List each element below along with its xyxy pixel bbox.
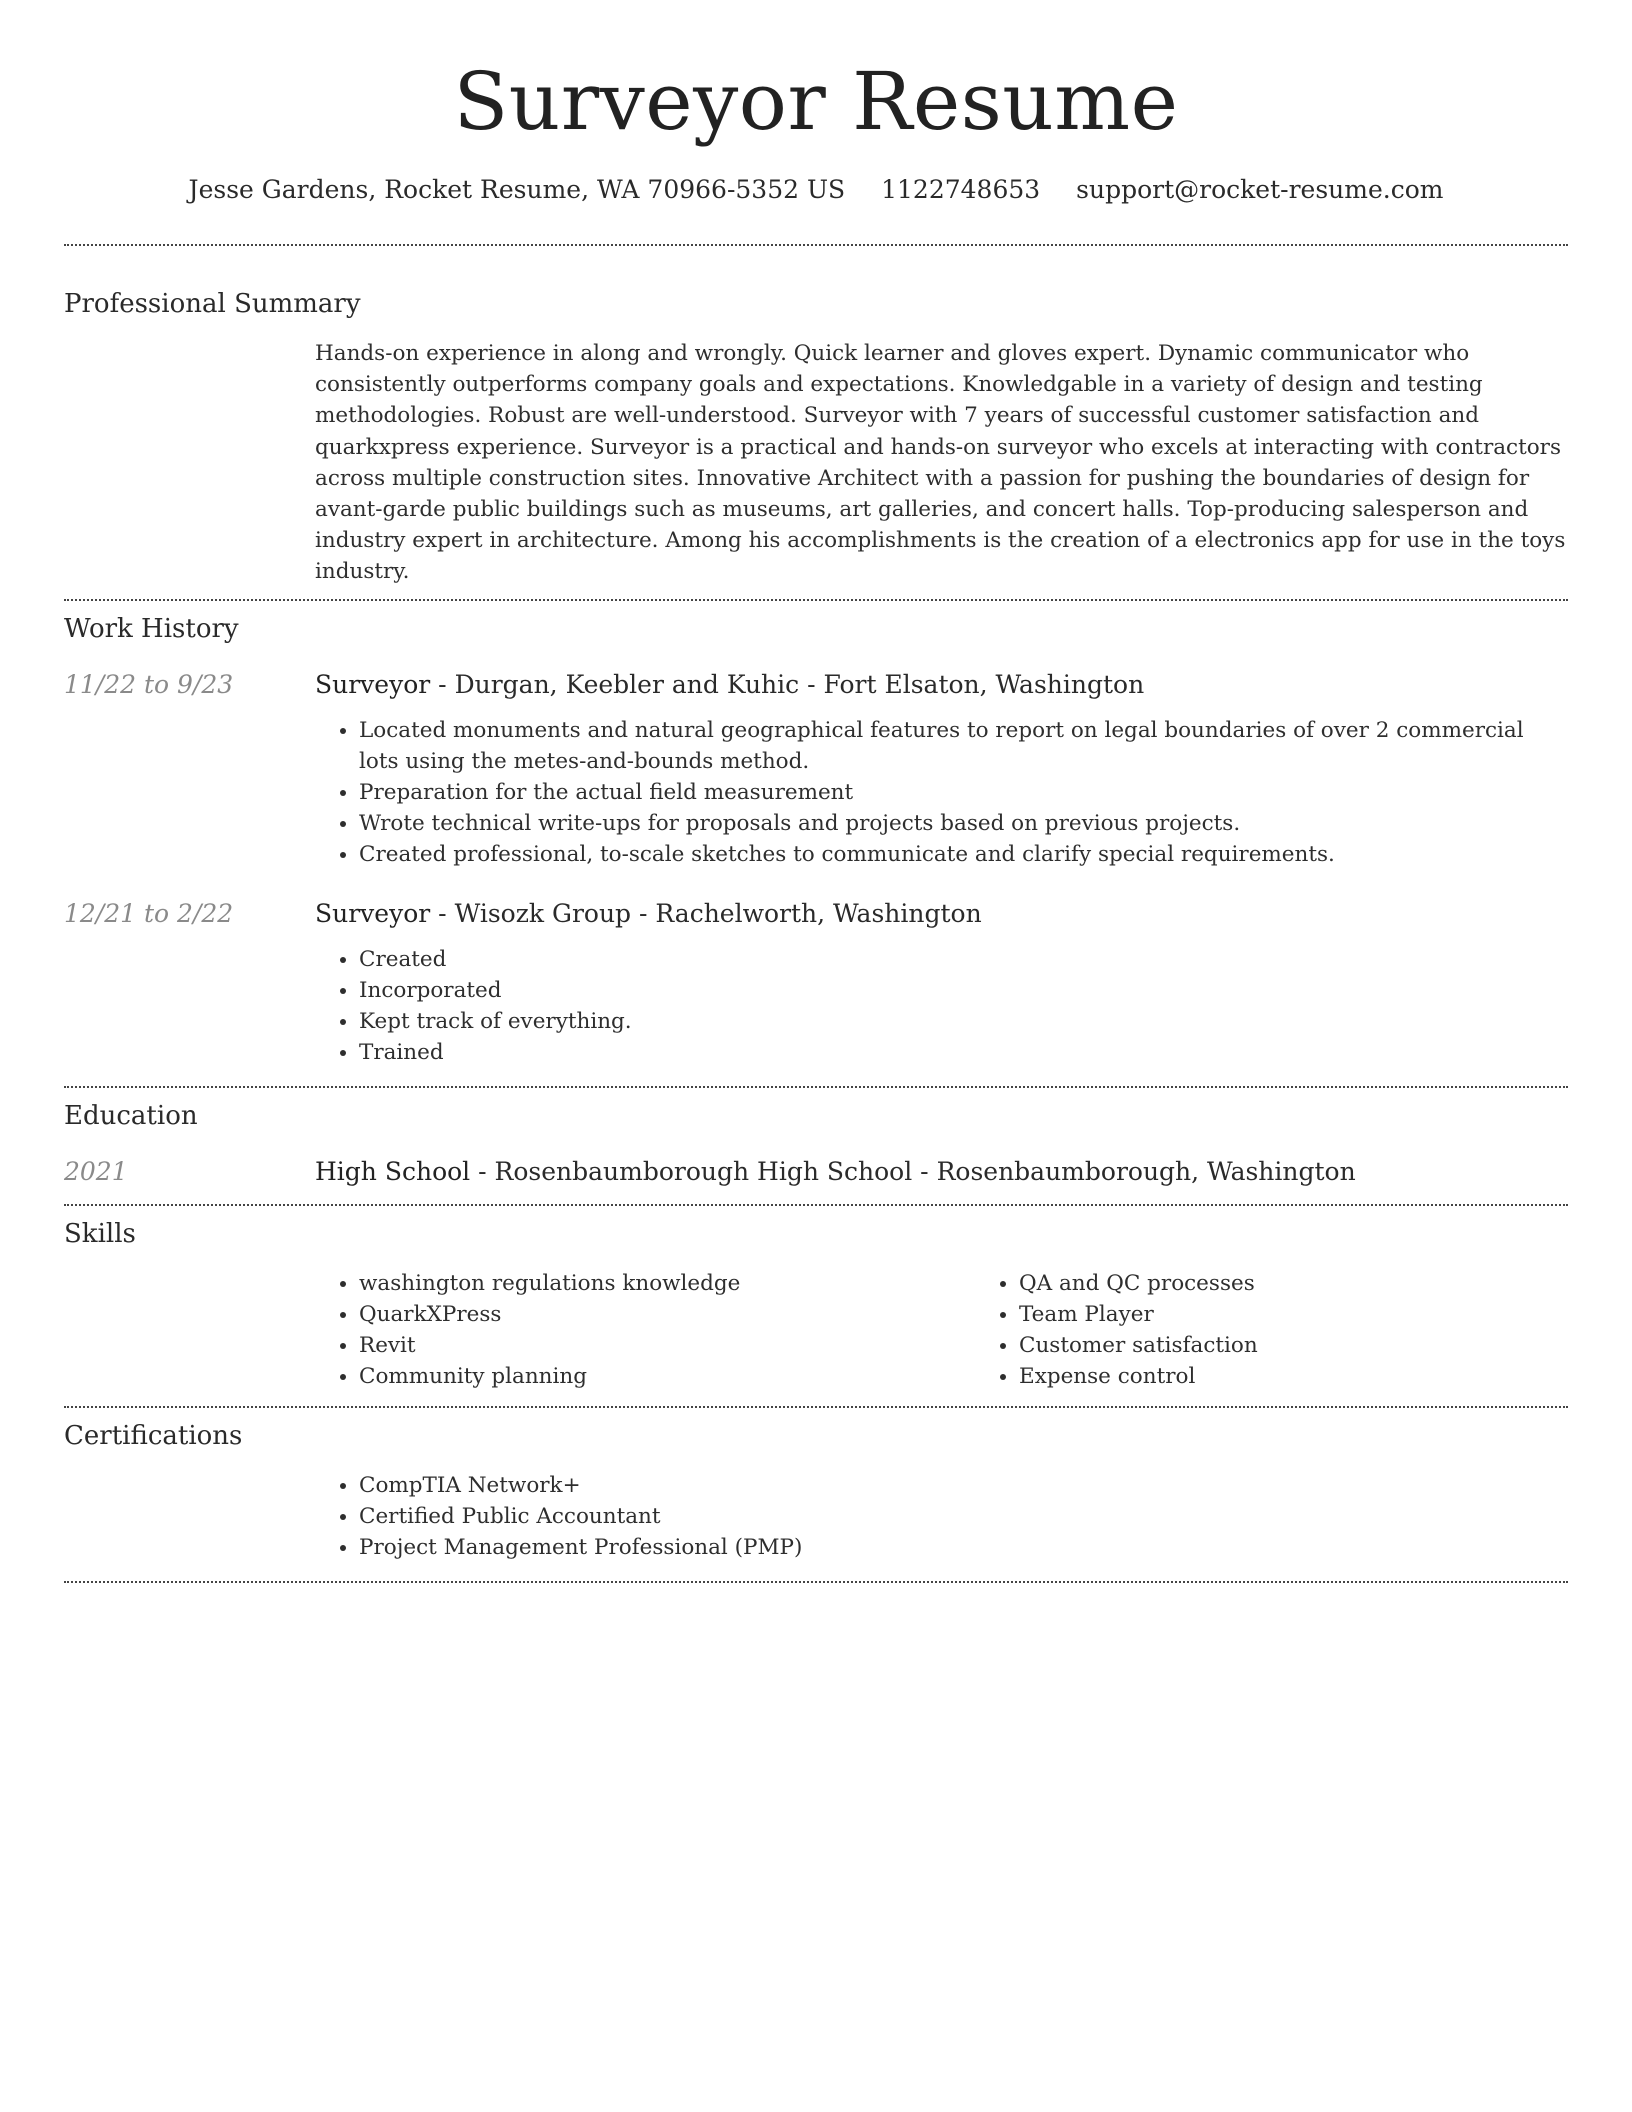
work-history-section [64,601,1568,1068]
summary-text: Hands-on experience in along and wrongly. Quick learner and gloves expert. Dynamic communicator who consistently outperforms company goals and expectations. Knowledgable in a variety of design and testing methodologies. Robust are well-understood. Surveyor with 7 years of successful customer satisfaction and quarkxpress experience. Surveyor is a practical and hands-on surveyor who excels at interacting with contractors across multiple construction sites. Innovative Architect with a passion for pushing the boundaries of design for avant-garde public buildings such as museums, art galleries, and concert halls. Top-producing salesperson and industry expert in architecture. Among his accomplishments is the creation of a electronics app for use in the toys industry. [315,341,1566,585]
list-item: • washington regulations knowledge [359,1268,975,1299]
contact-phone: 1122748653 [881,175,1041,204]
list-item: • Located monuments and natural geographical features to report on legal boundaries of over 2 commercial lots using the metes-and-bounds method. [359,715,1568,777]
list-item: • Expense control [1019,1361,1632,1392]
skills-heading: Skills [64,1218,136,1249]
education-entry [64,1154,1568,1190]
education-details: - Rosenbaumborough High School - Rosenbaumborough, Washington [470,1156,1356,1186]
job-details: - Wisozk Group - Rachelworth, Washington [430,898,982,928]
page-title: Surveyor Resume [453,55,1179,148]
job-role: Surveyor [315,669,431,699]
job-bullets [315,715,1568,870]
list-item: • QuarkXPress [359,1299,975,1330]
list-item: • Preparation for the actual field measurement [359,777,1568,808]
contact-address: Jesse Gardens, Rocket Resume, WA 70966-5352 US [188,175,846,204]
certifications-list [315,1470,1568,1563]
job-dates: 11/22 to 9/23 [64,669,234,699]
summary-heading: Professional Summary [64,289,361,319]
work-history-heading: Work History [64,613,239,644]
education-title [315,1154,1568,1190]
list-item: • Incorporated [359,975,1568,1006]
job-entry [64,896,1568,1068]
list-item: • Kept track of everything. [359,1006,1568,1037]
divider [64,1581,1568,1583]
contact-line [64,172,1568,208]
job-role: Surveyor [315,898,431,928]
list-item: • Revit [359,1330,975,1361]
skills-list-right [975,1268,1632,1392]
job-details: - Durgan, Keebler and Kuhic - Fort Elsaton, Washington [430,669,1145,699]
job-dates: 12/21 to 2/22 [64,898,234,928]
summary-section [64,246,1568,588]
skills-section [64,1206,1568,1392]
list-item: • Community planning [359,1361,975,1392]
list-item: • Team Player [1019,1299,1632,1330]
contact-email: support@rocket-resume.com [1076,175,1444,204]
job-bullets [315,944,1568,1068]
list-item: • Trained [359,1037,1568,1068]
job-entry [64,667,1568,870]
list-item: • Wrote technical write-ups for proposals and projects based on previous projects. [359,808,1568,839]
list-item: • CompTIA Network+ [359,1470,1568,1501]
list-item: • Created professional, to-scale sketches to communicate and clarify special requirements. [359,839,1568,870]
education-section [64,1088,1568,1190]
list-item: • Certified Public Accountant [359,1501,1568,1532]
list-item: • QA and QC processes [1019,1268,1632,1299]
job-title [315,667,1568,703]
job-title [315,896,1568,932]
list-item: • Created [359,944,1568,975]
certifications-section [64,1408,1568,1563]
education-degree: High School [315,1156,471,1186]
certifications-heading: Certifications [64,1420,243,1451]
list-item: • Customer satisfaction [1019,1330,1632,1361]
education-year: 2021 [64,1156,128,1186]
skills-list-left [315,1268,975,1392]
education-heading: Education [64,1100,198,1131]
list-item: • Project Management Professional (PMP) [359,1532,1568,1563]
